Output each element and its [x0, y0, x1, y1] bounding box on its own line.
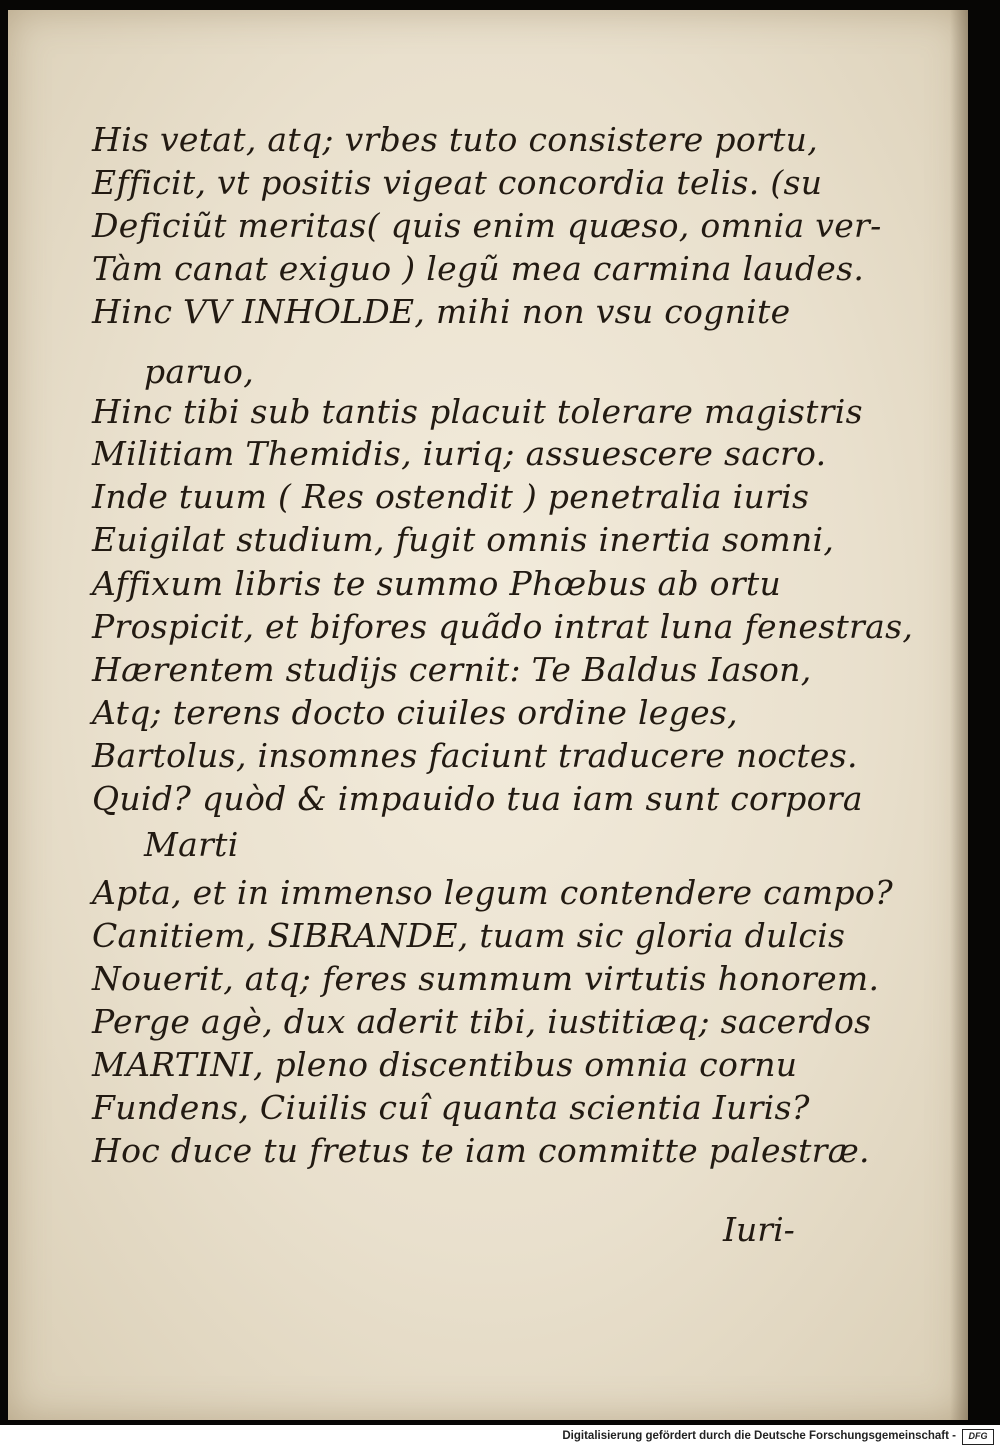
text-line: Deficiũt meritas( quis enim quæso, omnia ver-	[92, 206, 882, 245]
digitization-footer	[0, 1425, 1000, 1451]
text-line: Euigilat studium, fugit omnis inertia somni,	[92, 520, 835, 559]
text-line: Hinc tibi sub tantis placuit tolerare magistris	[92, 392, 863, 431]
text-line: Hærentem studijs cernit: Te Baldus Iason,	[92, 650, 812, 689]
text-line: Militiam Themidis, iuriq; assuescere sacro.	[92, 434, 827, 473]
funding-credit: Digitalisierung gefördert durch die Deutsche Forschungsgemeinschaft -	[562, 1430, 956, 1442]
text-line: Hinc VV INHOLDE, mihi non vsu cognite	[92, 292, 791, 331]
text-line: Canitiem, SIBRANDE, tuam sic gloria dulcis	[92, 916, 846, 955]
book-page	[8, 10, 968, 1420]
poem-text-block	[8, 10, 968, 1420]
text-line: Quid? quòd & impauido tua iam sunt corpora	[92, 779, 863, 818]
dfg-logo-icon: DFG	[962, 1429, 994, 1445]
text-line: Bartolus, insomnes faciunt traducere noctes.	[92, 736, 858, 775]
text-line: MARTINI, pleno discentibus omnia cornu	[92, 1045, 798, 1084]
text-line: His vetat, atq; vrbes tuto consistere portu,	[92, 120, 818, 159]
catchword: Iuri-	[723, 1210, 795, 1249]
text-line: Atq; terens docto ciuiles ordine leges,	[92, 693, 738, 732]
text-line: Nouerit, atq; feres summum virtutis honorem.	[92, 959, 880, 998]
text-line: Efficit, vt positis vigeat concordia telis. (su	[92, 163, 823, 202]
text-line: Hoc duce tu fretus te iam committe palestræ.	[92, 1131, 870, 1170]
text-line: Tàm canat exiguo ) legũ mea carmina laudes.	[92, 249, 865, 288]
text-line: Perge agè, dux aderit tibi, iustitiæq; sacerdos	[92, 1002, 872, 1041]
text-line: Inde tuum ( Res ostendit ) penetralia iuris	[92, 477, 810, 516]
text-line: Marti	[144, 825, 239, 864]
text-line: Fundens, Ciuilis cuî quanta scientia Iuris?	[92, 1088, 810, 1127]
text-line: Affixum libris te summo Phœbus ab ortu	[92, 564, 782, 603]
text-line: Apta, et in immenso legum contendere campo?	[92, 873, 894, 912]
text-line: Prospicit, et bifores quãdo intrat luna fenestras,	[92, 607, 914, 646]
text-line: paruo,	[144, 352, 254, 391]
